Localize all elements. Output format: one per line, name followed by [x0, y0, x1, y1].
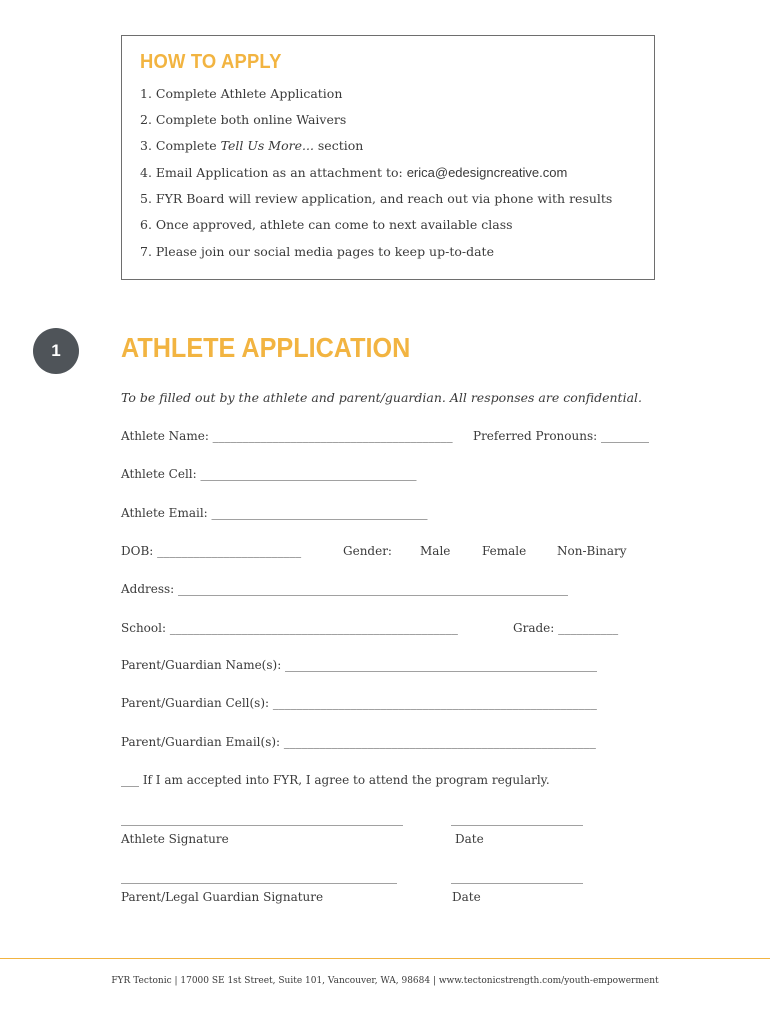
- gender-label: Gender:: [343, 544, 392, 558]
- parent-email-field[interactable]: Parent/Guardian Email(s): ____________________________________________________: [121, 735, 596, 749]
- parent-signature-line[interactable]: ______________________________________________: [121, 870, 397, 884]
- address-field[interactable]: Address: _________________________________________________________________: [121, 582, 569, 596]
- how-to-apply-box: [121, 35, 655, 280]
- gender-option-non-binary[interactable]: Non-Binary: [557, 544, 627, 558]
- step-3: [140, 138, 363, 153]
- athlete-cell-field[interactable]: Athlete Cell: ____________________________________: [121, 467, 417, 481]
- athlete-email-field[interactable]: Athlete Email: ____________________________________: [121, 506, 428, 520]
- step-4-email-link[interactable]: erica@edesigncreative.com: [406, 165, 568, 180]
- dob-field[interactable]: DOB: ________________________: [121, 544, 302, 558]
- parent-date-line[interactable]: ______________________: [451, 870, 583, 884]
- parent-signature-label: Parent/Legal Guardian Signature: [121, 890, 324, 904]
- footer-divider: [0, 958, 770, 959]
- how-to-apply-title: HOW TO APPLY: [140, 51, 282, 73]
- pronouns-field[interactable]: Preferred Pronouns: ________: [473, 429, 649, 443]
- attendance-agreement[interactable]: ___ If I am accepted into FYR, I agree to attend the program regularly.: [121, 773, 550, 787]
- parent-date-label: Date: [452, 890, 481, 904]
- step-2: 2. Complete both online Waivers: [140, 112, 347, 127]
- athlete-name-field[interactable]: Athlete Name: ________________________________________: [121, 429, 453, 443]
- step-4-prefix: 4. Email Application as an attachment to:: [140, 165, 407, 180]
- step-5: 5. FYR Board will review application, and reach out via phone with results: [140, 191, 613, 206]
- step-7: 7. Please join our social media pages to keep up-to-date: [140, 244, 494, 259]
- application-subtitle: To be filled out by the athlete and parent/guardian. All responses are confidential.: [121, 390, 643, 405]
- athlete-date-label: Date: [455, 832, 484, 846]
- gender-option-male[interactable]: Male: [420, 544, 451, 558]
- parent-name-field[interactable]: Parent/Guardian Name(s): ____________________________________________________: [121, 658, 598, 672]
- parent-cell-field[interactable]: Parent/Guardian Cell(s): ______________________________________________________: [121, 696, 597, 710]
- athlete-date-line[interactable]: ______________________: [451, 812, 583, 826]
- athlete-signature-line[interactable]: _______________________________________________: [121, 812, 403, 826]
- step-3-suffix: section: [313, 138, 364, 153]
- school-field[interactable]: School: ________________________________________________: [121, 621, 458, 635]
- step-4: [140, 165, 567, 180]
- step-1: 1. Complete Athlete Application: [140, 86, 343, 101]
- step-3-prefix: 3. Complete: [140, 138, 221, 153]
- grade-field[interactable]: Grade: __________: [513, 621, 619, 635]
- section-number-badge: 1: [33, 328, 79, 374]
- athlete-signature-label: Athlete Signature: [121, 832, 229, 846]
- step-3-emphasis: Tell Us More...: [220, 138, 314, 153]
- footer-text: FYR Tectonic | 17000 SE 1st Street, Suite 101, Vancouver, WA, 98684 | www.tectonicstrength.com/youth-empowerment: [111, 976, 659, 986]
- athlete-application-title: ATHLETE APPLICATION: [121, 332, 411, 363]
- step-6: 6. Once approved, athlete can come to next available class: [140, 217, 513, 232]
- gender-option-female[interactable]: Female: [482, 544, 527, 558]
